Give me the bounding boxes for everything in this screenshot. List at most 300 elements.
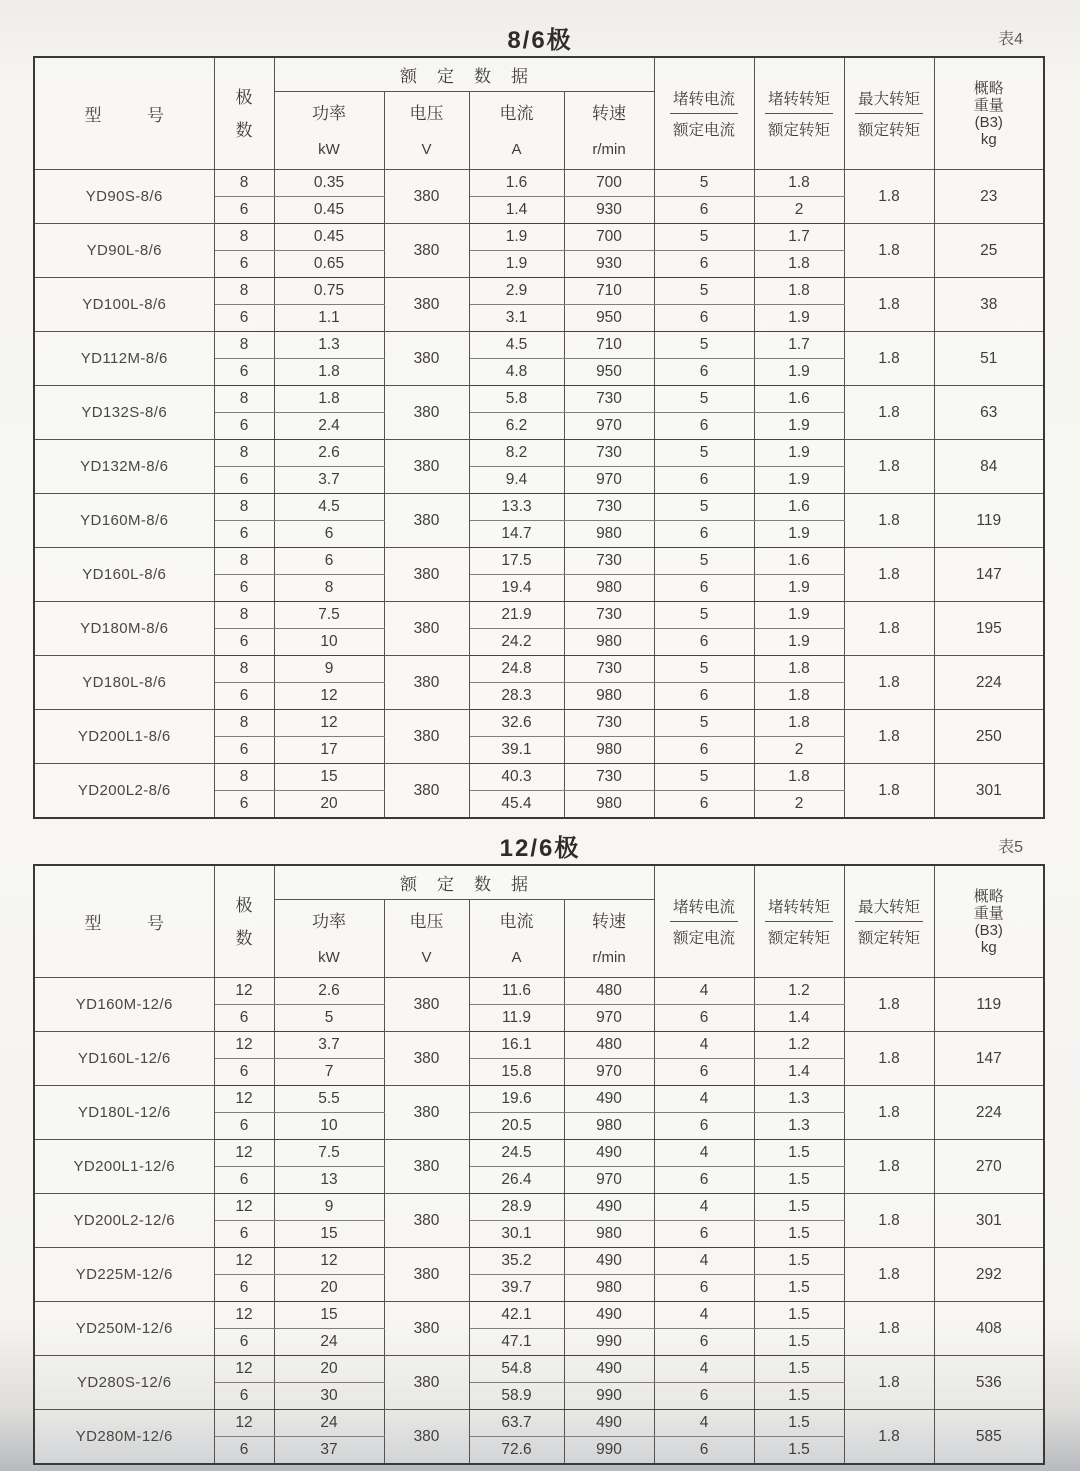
weight-cell: 536 xyxy=(934,1356,1044,1410)
locked-torque-ratio-cell: 1.2 xyxy=(754,978,844,1005)
locked-current-ratio-cell: 6 xyxy=(654,467,754,494)
current-cell: 28.9 xyxy=(469,1194,564,1221)
speed-cell: 490 xyxy=(564,1302,654,1329)
model-cell: YD280S-12/6 xyxy=(34,1356,214,1410)
power-cell: 8 xyxy=(274,575,384,602)
poles-cell: 6 xyxy=(214,1329,274,1356)
current-cell: 30.1 xyxy=(469,1221,564,1248)
model-cell: YD200L1-12/6 xyxy=(34,1140,214,1194)
table-number-label: 表4 xyxy=(998,31,1023,48)
model-cell: YD180M-8/6 xyxy=(34,602,214,656)
voltage-cell: 380 xyxy=(384,1194,469,1248)
current-cell: 3.1 xyxy=(469,305,564,332)
speed-cell: 490 xyxy=(564,1356,654,1383)
current-cell: 24.2 xyxy=(469,629,564,656)
col-header-speed: 转速 xyxy=(564,92,654,131)
speed-cell: 730 xyxy=(564,548,654,575)
max-torque-ratio-cell: 1.8 xyxy=(844,224,934,278)
locked-torque-ratio-cell: 1.8 xyxy=(754,764,844,791)
power-cell: 1.8 xyxy=(274,386,384,413)
locked-torque-ratio-cell: 1.8 xyxy=(754,278,844,305)
motor-spec-table xyxy=(33,56,1045,819)
voltage-cell: 380 xyxy=(384,494,469,548)
col-header-poles xyxy=(214,865,274,978)
power-cell: 9 xyxy=(274,1194,384,1221)
table-row xyxy=(34,386,1044,413)
locked-torque-ratio-cell: 1.5 xyxy=(754,1221,844,1248)
locked-torque-ratio-cell: 1.5 xyxy=(754,1302,844,1329)
max-torque-ratio-cell: 1.8 xyxy=(844,440,934,494)
voltage-cell: 380 xyxy=(384,978,469,1032)
voltage-cell: 380 xyxy=(384,548,469,602)
model-cell: YD180L-12/6 xyxy=(34,1086,214,1140)
speed-cell: 980 xyxy=(564,791,654,819)
power-cell: 0.35 xyxy=(274,170,384,197)
poles-cell: 6 xyxy=(214,1113,274,1140)
locked-current-ratio-cell: 6 xyxy=(654,683,754,710)
weight-cell: 51 xyxy=(934,332,1044,386)
poles-cell: 8 xyxy=(214,602,274,629)
weight-cell: 408 xyxy=(934,1302,1044,1356)
locked-current-ratio-cell: 5 xyxy=(654,602,754,629)
max-torque-ratio-cell: 1.8 xyxy=(844,170,934,224)
speed-cell: 970 xyxy=(564,1059,654,1086)
current-cell: 72.6 xyxy=(469,1437,564,1465)
ratio-fraction xyxy=(855,895,923,948)
model-cell: YD160M-8/6 xyxy=(34,494,214,548)
max-torque-ratio-cell: 1.8 xyxy=(844,1140,934,1194)
speed-cell: 950 xyxy=(564,305,654,332)
power-cell: 1.1 xyxy=(274,305,384,332)
power-cell: 5.5 xyxy=(274,1086,384,1113)
poles-cell: 6 xyxy=(214,737,274,764)
voltage-cell: 380 xyxy=(384,332,469,386)
weight-cell: 38 xyxy=(934,278,1044,332)
table-row xyxy=(34,1140,1044,1167)
table-row xyxy=(34,332,1044,359)
voltage-cell: 380 xyxy=(384,1140,469,1194)
table-row xyxy=(34,710,1044,737)
current-cell: 39.7 xyxy=(469,1275,564,1302)
locked-current-ratio-cell: 5 xyxy=(654,170,754,197)
max-torque-ratio-cell: 1.8 xyxy=(844,1248,934,1302)
speed-cell: 980 xyxy=(564,683,654,710)
poles-char-bottom: 数 xyxy=(235,120,253,140)
fraction-numerator: 堵转电流 xyxy=(670,895,738,922)
ratio-fraction xyxy=(855,87,923,140)
weight-cell: 270 xyxy=(934,1140,1044,1194)
power-cell: 20 xyxy=(274,791,384,819)
current-cell: 47.1 xyxy=(469,1329,564,1356)
locked-current-ratio-cell: 5 xyxy=(654,656,754,683)
poles-cell: 8 xyxy=(214,440,274,467)
max-torque-ratio-cell: 1.8 xyxy=(844,386,934,440)
poles-cell: 6 xyxy=(214,791,274,819)
ratio-fraction xyxy=(765,895,833,948)
locked-torque-ratio-cell: 1.9 xyxy=(754,521,844,548)
power-cell: 12 xyxy=(274,1248,384,1275)
speed-cell: 980 xyxy=(564,1113,654,1140)
voltage-cell: 380 xyxy=(384,386,469,440)
power-cell: 4.5 xyxy=(274,494,384,521)
weight-cell: 119 xyxy=(934,494,1044,548)
col-header-weight xyxy=(934,865,1044,978)
locked-current-ratio-cell: 5 xyxy=(654,224,754,251)
col-header-current: 电流 xyxy=(469,92,564,131)
fraction-denominator: 额定电流 xyxy=(673,930,736,947)
power-cell: 24 xyxy=(274,1410,384,1437)
table-row xyxy=(34,170,1044,197)
current-cell: 54.8 xyxy=(469,1356,564,1383)
locked-current-ratio-cell: 6 xyxy=(654,1167,754,1194)
locked-torque-ratio-cell: 1.4 xyxy=(754,1059,844,1086)
max-torque-ratio-cell: 1.8 xyxy=(844,1086,934,1140)
current-cell: 39.1 xyxy=(469,737,564,764)
locked-torque-ratio-cell: 1.4 xyxy=(754,1005,844,1032)
model-cell: YD200L2-8/6 xyxy=(34,764,214,819)
speed-cell: 930 xyxy=(564,197,654,224)
locked-current-ratio-cell: 4 xyxy=(654,1248,754,1275)
voltage-cell: 380 xyxy=(384,602,469,656)
unit-kw: kW xyxy=(274,938,384,978)
power-cell: 6 xyxy=(274,548,384,575)
fraction-numerator: 堵转电流 xyxy=(670,87,738,114)
poles-cell: 12 xyxy=(214,1248,274,1275)
locked-current-ratio-cell: 5 xyxy=(654,278,754,305)
power-cell: 7.5 xyxy=(274,1140,384,1167)
power-cell: 3.7 xyxy=(274,467,384,494)
locked-torque-ratio-cell: 1.5 xyxy=(754,1383,844,1410)
speed-cell: 930 xyxy=(564,251,654,278)
model-cell: YD90L-8/6 xyxy=(34,224,214,278)
locked-torque-ratio-cell: 1.9 xyxy=(754,629,844,656)
poles-cell: 6 xyxy=(214,251,274,278)
current-cell: 20.5 xyxy=(469,1113,564,1140)
fraction-numerator: 最大转矩 xyxy=(855,87,923,114)
fraction-denominator: 额定转矩 xyxy=(858,122,921,139)
power-cell: 1.3 xyxy=(274,332,384,359)
speed-cell: 700 xyxy=(564,170,654,197)
max-torque-ratio-cell: 1.8 xyxy=(844,1410,934,1465)
max-torque-ratio-cell: 1.8 xyxy=(844,332,934,386)
weight-label-line: 重量 xyxy=(973,96,1004,114)
speed-cell: 730 xyxy=(564,602,654,629)
poles-cell: 8 xyxy=(214,656,274,683)
current-cell: 24.5 xyxy=(469,1140,564,1167)
model-cell: YD160L-12/6 xyxy=(34,1032,214,1086)
current-cell: 11.9 xyxy=(469,1005,564,1032)
speed-cell: 490 xyxy=(564,1140,654,1167)
locked-torque-ratio-cell: 1.9 xyxy=(754,413,844,440)
locked-current-ratio-cell: 6 xyxy=(654,1113,754,1140)
weight-cell: 84 xyxy=(934,440,1044,494)
fraction-numerator: 堵转转矩 xyxy=(765,87,833,114)
poles-cell: 6 xyxy=(214,1059,274,1086)
table-section-12-6-pole xyxy=(33,826,1047,1465)
locked-torque-ratio-cell: 1.9 xyxy=(754,575,844,602)
weight-cell: 292 xyxy=(934,1248,1044,1302)
speed-cell: 480 xyxy=(564,1032,654,1059)
locked-current-ratio-cell: 4 xyxy=(654,1302,754,1329)
power-cell: 0.75 xyxy=(274,278,384,305)
locked-current-ratio-cell: 4 xyxy=(654,1194,754,1221)
current-cell: 9.4 xyxy=(469,467,564,494)
weight-cell: 250 xyxy=(934,710,1044,764)
table-row xyxy=(34,1356,1044,1383)
max-torque-ratio-cell: 1.8 xyxy=(844,602,934,656)
table-row xyxy=(34,1248,1044,1275)
speed-cell: 990 xyxy=(564,1437,654,1465)
power-cell: 10 xyxy=(274,629,384,656)
locked-current-ratio-cell: 4 xyxy=(654,1356,754,1383)
poles-cell: 8 xyxy=(214,386,274,413)
weight-label-line: 概略 xyxy=(973,887,1004,905)
locked-torque-ratio-cell: 1.8 xyxy=(754,251,844,278)
speed-cell: 990 xyxy=(564,1329,654,1356)
poles-cell: 6 xyxy=(214,683,274,710)
locked-current-ratio-cell: 5 xyxy=(654,332,754,359)
poles-cell: 8 xyxy=(214,764,274,791)
locked-current-ratio-cell: 4 xyxy=(654,1410,754,1437)
col-header-poles xyxy=(214,57,274,170)
col-header-rated-data-group: 额 定 数 据 xyxy=(274,865,654,900)
voltage-cell: 380 xyxy=(384,656,469,710)
title-bar xyxy=(33,826,1047,864)
col-header-current: 电流 xyxy=(469,900,564,939)
max-torque-ratio-cell: 1.8 xyxy=(844,978,934,1032)
poles-char-top: 极 xyxy=(235,87,253,107)
col-header-voltage: 电压 xyxy=(384,92,469,131)
locked-torque-ratio-cell: 1.6 xyxy=(754,494,844,521)
weight-cell: 63 xyxy=(934,386,1044,440)
current-cell: 26.4 xyxy=(469,1167,564,1194)
current-cell: 14.7 xyxy=(469,521,564,548)
locked-torque-ratio-cell: 1.5 xyxy=(754,1329,844,1356)
poles-cell: 8 xyxy=(214,278,274,305)
poles-cell: 12 xyxy=(214,1032,274,1059)
speed-cell: 730 xyxy=(564,710,654,737)
voltage-cell: 380 xyxy=(384,1032,469,1086)
fraction-numerator: 堵转转矩 xyxy=(765,895,833,922)
locked-current-ratio-cell: 6 xyxy=(654,791,754,819)
poles-cell: 8 xyxy=(214,224,274,251)
col-header-speed: 转速 xyxy=(564,900,654,939)
max-torque-ratio-cell: 1.8 xyxy=(844,710,934,764)
speed-cell: 970 xyxy=(564,1005,654,1032)
weight-cell: 23 xyxy=(934,170,1044,224)
power-cell: 5 xyxy=(274,1005,384,1032)
poles-cell: 8 xyxy=(214,710,274,737)
weight-label-line: 概略 xyxy=(973,79,1004,97)
model-cell: YD200L2-12/6 xyxy=(34,1194,214,1248)
power-cell: 17 xyxy=(274,737,384,764)
fraction-denominator: 额定转矩 xyxy=(768,930,831,947)
poles-cell: 12 xyxy=(214,1302,274,1329)
locked-torque-ratio-cell: 1.9 xyxy=(754,467,844,494)
power-cell: 3.7 xyxy=(274,1032,384,1059)
speed-cell: 730 xyxy=(564,494,654,521)
fraction-numerator: 最大转矩 xyxy=(855,895,923,922)
voltage-cell: 380 xyxy=(384,764,469,819)
locked-torque-ratio-cell: 1.5 xyxy=(754,1167,844,1194)
locked-current-ratio-cell: 4 xyxy=(654,1086,754,1113)
ratio-fraction xyxy=(765,87,833,140)
speed-cell: 970 xyxy=(564,467,654,494)
power-cell: 37 xyxy=(274,1437,384,1465)
locked-torque-ratio-cell: 1.7 xyxy=(754,332,844,359)
title-bar xyxy=(33,18,1047,56)
model-cell: YD180L-8/6 xyxy=(34,656,214,710)
locked-torque-ratio-cell: 1.5 xyxy=(754,1437,844,1465)
poles-char-bottom: 数 xyxy=(235,928,253,948)
current-cell: 35.2 xyxy=(469,1248,564,1275)
power-cell: 15 xyxy=(274,1302,384,1329)
locked-torque-ratio-cell: 1.5 xyxy=(754,1356,844,1383)
power-cell: 7.5 xyxy=(274,602,384,629)
power-cell: 24 xyxy=(274,1329,384,1356)
current-cell: 24.8 xyxy=(469,656,564,683)
locked-current-ratio-cell: 5 xyxy=(654,386,754,413)
locked-current-ratio-cell: 6 xyxy=(654,197,754,224)
speed-cell: 700 xyxy=(564,224,654,251)
locked-torque-ratio-cell: 1.5 xyxy=(754,1140,844,1167)
speed-cell: 480 xyxy=(564,978,654,1005)
poles-cell: 8 xyxy=(214,170,274,197)
locked-torque-ratio-cell: 1.2 xyxy=(754,1032,844,1059)
poles-cell: 12 xyxy=(214,1086,274,1113)
locked-current-ratio-cell: 5 xyxy=(654,440,754,467)
poles-cell: 6 xyxy=(214,197,274,224)
locked-current-ratio-cell: 4 xyxy=(654,978,754,1005)
model-cell: YD250M-12/6 xyxy=(34,1302,214,1356)
col-header-power: 功率 xyxy=(274,92,384,131)
locked-current-ratio-cell: 6 xyxy=(654,1059,754,1086)
speed-cell: 490 xyxy=(564,1086,654,1113)
locked-torque-ratio-cell: 1.6 xyxy=(754,386,844,413)
weight-cell: 301 xyxy=(934,764,1044,819)
power-cell: 2.6 xyxy=(274,978,384,1005)
fraction-denominator: 额定转矩 xyxy=(768,122,831,139)
locked-torque-ratio-cell: 2 xyxy=(754,791,844,819)
max-torque-ratio-cell: 1.8 xyxy=(844,1302,934,1356)
col-header-model: 型 号 xyxy=(34,57,214,170)
unit-v: V xyxy=(384,130,469,170)
table-row xyxy=(34,224,1044,251)
table-body xyxy=(34,170,1044,819)
power-cell: 20 xyxy=(274,1356,384,1383)
ratio-fraction xyxy=(670,895,738,948)
power-cell: 15 xyxy=(274,1221,384,1248)
locked-torque-ratio-cell: 1.5 xyxy=(754,1410,844,1437)
weight-cell: 147 xyxy=(934,1032,1044,1086)
current-cell: 1.9 xyxy=(469,251,564,278)
voltage-cell: 380 xyxy=(384,1356,469,1410)
power-cell: 12 xyxy=(274,710,384,737)
table-row xyxy=(34,1302,1044,1329)
power-cell: 6 xyxy=(274,521,384,548)
model-cell: YD280M-12/6 xyxy=(34,1410,214,1465)
max-torque-ratio-cell: 1.8 xyxy=(844,548,934,602)
col-header-locked-current-ratio xyxy=(654,57,754,170)
power-cell: 15 xyxy=(274,764,384,791)
weight-cell: 585 xyxy=(934,1410,1044,1465)
power-cell: 2.6 xyxy=(274,440,384,467)
speed-cell: 980 xyxy=(564,521,654,548)
voltage-cell: 380 xyxy=(384,170,469,224)
locked-current-ratio-cell: 6 xyxy=(654,1005,754,1032)
col-header-rated-data-group: 额 定 数 据 xyxy=(274,57,654,92)
poles-cell: 8 xyxy=(214,548,274,575)
locked-current-ratio-cell: 6 xyxy=(654,521,754,548)
max-torque-ratio-cell: 1.8 xyxy=(844,1194,934,1248)
table-number-label: 表5 xyxy=(998,839,1023,856)
weight-label-line: (B3) xyxy=(974,921,1003,939)
poles-cell: 6 xyxy=(214,1167,274,1194)
poles-cell: 6 xyxy=(214,413,274,440)
locked-current-ratio-cell: 6 xyxy=(654,359,754,386)
col-header-power: 功率 xyxy=(274,900,384,939)
model-cell: YD100L-8/6 xyxy=(34,278,214,332)
poles-cell: 8 xyxy=(214,494,274,521)
power-cell: 0.65 xyxy=(274,251,384,278)
motor-spec-table xyxy=(33,864,1045,1465)
poles-cell: 6 xyxy=(214,1275,274,1302)
poles-cell: 6 xyxy=(214,359,274,386)
power-cell: 2.4 xyxy=(274,413,384,440)
current-cell: 42.1 xyxy=(469,1302,564,1329)
speed-cell: 950 xyxy=(564,359,654,386)
unit-v: V xyxy=(384,938,469,978)
unit-kw: kW xyxy=(274,130,384,170)
unit-rpm: r/min xyxy=(564,938,654,978)
col-header-weight xyxy=(934,57,1044,170)
poles-cell: 12 xyxy=(214,978,274,1005)
locked-torque-ratio-cell: 2 xyxy=(754,737,844,764)
weight-cell: 224 xyxy=(934,1086,1044,1140)
locked-current-ratio-cell: 6 xyxy=(654,1221,754,1248)
table-row xyxy=(34,602,1044,629)
locked-current-ratio-cell: 5 xyxy=(654,548,754,575)
power-cell: 10 xyxy=(274,1113,384,1140)
poles-char-top: 极 xyxy=(235,895,253,915)
locked-current-ratio-cell: 5 xyxy=(654,764,754,791)
current-cell: 58.9 xyxy=(469,1383,564,1410)
current-cell: 21.9 xyxy=(469,602,564,629)
model-cell: YD132M-8/6 xyxy=(34,440,214,494)
poles-cell: 12 xyxy=(214,1410,274,1437)
max-torque-ratio-cell: 1.8 xyxy=(844,764,934,819)
locked-torque-ratio-cell: 1.9 xyxy=(754,359,844,386)
locked-current-ratio-cell: 6 xyxy=(654,1275,754,1302)
unit-a: A xyxy=(469,130,564,170)
model-cell: YD225M-12/6 xyxy=(34,1248,214,1302)
locked-torque-ratio-cell: 1.5 xyxy=(754,1275,844,1302)
speed-cell: 730 xyxy=(564,386,654,413)
locked-current-ratio-cell: 4 xyxy=(654,1032,754,1059)
col-header-model: 型 号 xyxy=(34,865,214,978)
poles-cell: 6 xyxy=(214,467,274,494)
speed-cell: 980 xyxy=(564,1275,654,1302)
col-header-max-torque-ratio xyxy=(844,57,934,170)
locked-torque-ratio-cell: 1.8 xyxy=(754,656,844,683)
current-cell: 28.3 xyxy=(469,683,564,710)
locked-torque-ratio-cell: 1.6 xyxy=(754,548,844,575)
table-row xyxy=(34,764,1044,791)
locked-torque-ratio-cell: 1.5 xyxy=(754,1194,844,1221)
locked-torque-ratio-cell: 1.5 xyxy=(754,1248,844,1275)
power-cell: 0.45 xyxy=(274,224,384,251)
current-cell: 63.7 xyxy=(469,1410,564,1437)
